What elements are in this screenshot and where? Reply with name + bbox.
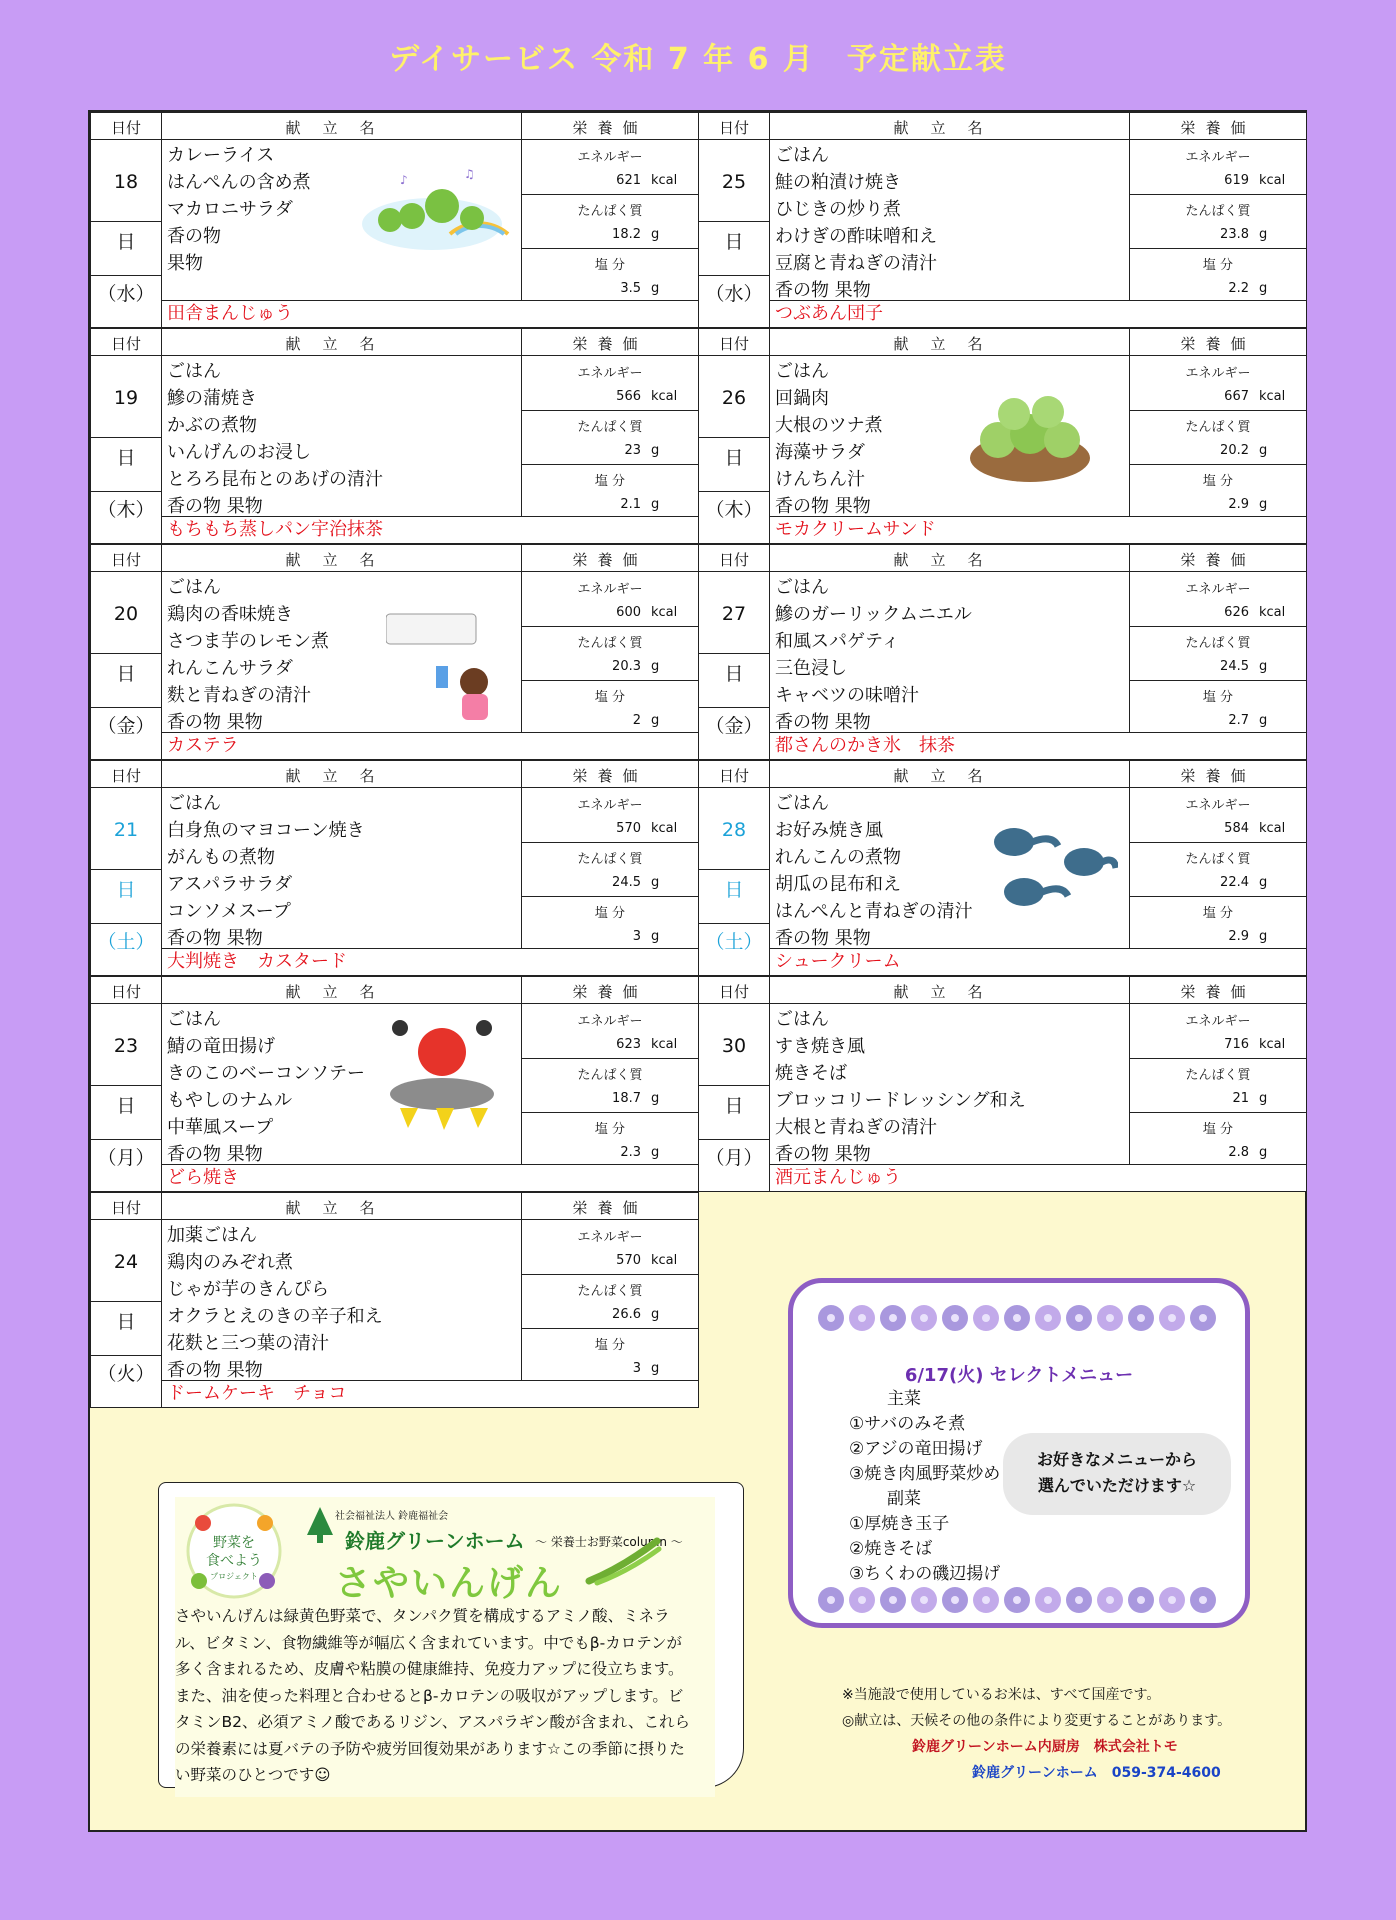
dessert: シュークリーム	[769, 948, 1306, 975]
day-weekday: （水）	[705, 283, 763, 305]
select-menu-line: ③焼き肉風野菜炒め	[849, 1464, 1001, 1484]
header-day: 日付	[718, 119, 749, 137]
block-header	[91, 545, 698, 572]
menu-item: キャベツの味噌汁	[775, 685, 919, 706]
header-nutrition: 栄養価	[572, 119, 648, 137]
day-date: 23	[113, 1035, 139, 1057]
menu-item: すき焼き風	[775, 1036, 865, 1057]
day-date: 24	[113, 1251, 139, 1273]
vegetable-column-card	[158, 1482, 744, 1788]
menu-item: 花麩と三つ葉の清汁	[167, 1333, 329, 1354]
select-menu-box	[788, 1278, 1250, 1628]
green-bean-icon	[583, 1537, 663, 1587]
menu-item: ごはん	[167, 361, 221, 382]
menu-item: もやしのナムル	[167, 1090, 293, 1111]
day-date: 19	[113, 387, 139, 409]
menu-item: 大根のツナ煮	[775, 415, 883, 436]
day-weekday: （木）	[705, 499, 763, 521]
menu-item: ごはん	[167, 577, 221, 598]
menu-item: 麩と青ねぎの清汁	[167, 685, 311, 706]
menu-item: お好み焼き風	[775, 820, 883, 841]
menu-list	[775, 142, 1125, 304]
menu-item: 香の物 果物	[167, 1144, 263, 1165]
block-header	[91, 1193, 698, 1220]
header-nutrition: 栄養価	[1180, 335, 1256, 353]
day-weekday: （土）	[705, 931, 763, 953]
menu-item: 回鍋肉	[775, 388, 829, 409]
home-name: 鈴鹿グリーンホーム	[345, 1529, 525, 1553]
header-menu: 献立名	[285, 551, 397, 569]
menu-item: れんこんの煮物	[775, 847, 901, 868]
vegetable-project-logo	[179, 1501, 289, 1601]
plums-illustration	[968, 390, 1093, 485]
menu-list	[167, 358, 517, 520]
day-label: 日	[116, 879, 136, 901]
menu-item: きのこのベーコンソテー	[167, 1063, 365, 1084]
header-nutrition: 栄養価	[572, 1199, 648, 1217]
header-menu: 献立名	[285, 983, 397, 1001]
day-date: 25	[721, 171, 747, 193]
dessert: つぶあん団子	[769, 300, 1306, 327]
menu-item: ごはん	[775, 1009, 829, 1030]
contact-tel: 鈴鹿グリーンホーム 059-374-4600	[972, 1765, 1221, 1781]
day-block: 日付 献立名 栄養価 28 日 （土） ごはん お好み焼き風 れんこんの煮物 胡瓜の昆布和え はんぺんと青ねぎの清汁 香の物 果物 エネルギー 584 kcal たんぱく質 22.4 g 塩 分 2.9 g シュークリーム	[698, 760, 1307, 976]
menu-item: がんもの煮物	[167, 847, 275, 868]
menu-item: 鯖の竜田揚げ	[167, 1036, 275, 1057]
menu-item: 中華風スープ	[167, 1117, 274, 1138]
select-menu-line: 副菜	[887, 1489, 921, 1509]
day-weekday: （月）	[97, 1147, 155, 1169]
menu-item: いんげんのお浸し	[167, 442, 311, 463]
dessert: どら焼き	[161, 1164, 698, 1191]
menu-item: さつま芋のレモン煮	[167, 631, 329, 652]
menu-item: 香の物 果物	[167, 928, 263, 949]
menu-item: 三色浸し	[775, 658, 847, 679]
menu-item: 海藻サラダ	[775, 442, 865, 463]
day-weekday: （金）	[97, 715, 155, 737]
day-weekday: （水）	[97, 283, 155, 305]
day-block: 日付 献立名 栄養価 18 日 （水） カレーライス はんぺんの含め煮 マカロニサラダ 香の物 果物 エネルギー 621 kcal たんぱく質 18.2 g 塩 分 3.5 g 田舎まんじゅう	[90, 112, 699, 328]
header-day: 日付	[718, 767, 749, 785]
day-block: 日付 献立名 栄養価 30 日 （月） ごはん すき焼き風 焼きそば ブロッコリードレッシング和え 大根と青ねぎの清汁 香の物 果物 エネルギー 716 kcal たんぱく質 21 g 塩 分 2.8 g 酒元まんじゅう	[698, 976, 1307, 1192]
dessert: もちもち蒸しパン宇治抹茶	[161, 516, 698, 543]
menu-item: カレーライス	[167, 145, 275, 166]
day-date: 18	[113, 171, 139, 193]
day-block: 日付 献立名 栄養価 26 日 （木） ごはん 回鍋肉 大根のツナ煮 海藻サラダ けんちん汁 香の物 果物 エネルギー 667 kcal たんぱく質 20.2 g 塩 分 2.9 g モカクリームサンド	[698, 328, 1307, 544]
bubble-line-1: お好きなメニューから	[1036, 1450, 1197, 1469]
block-header	[699, 329, 1306, 356]
menu-list	[775, 574, 1125, 736]
menu-item: 香の物 果物	[775, 496, 871, 517]
dessert: 酒元まんじゅう	[769, 1164, 1306, 1191]
speech-bubble	[1003, 1433, 1231, 1515]
menu-item: れんこんサラダ	[167, 658, 293, 679]
header-day: 日付	[110, 767, 141, 785]
day-block: 日付 献立名 栄養価 20 日 （金） ごはん 鶏肉の香味焼き さつま芋のレモン煮 れんこんサラダ 麩と青ねぎの清汁 香の物 果物 エネルギー 600 kcal たんぱく質 20.3 g 塩 分 2 g カステラ	[90, 544, 699, 760]
day-label: 日	[724, 231, 744, 253]
day-label: 日	[724, 1095, 744, 1117]
frogs-rainbow-illustration	[360, 162, 510, 252]
menu-item: ごはん	[167, 1009, 221, 1030]
day-date: 27	[721, 603, 747, 625]
footer-notes	[842, 1682, 1231, 1786]
day-block: 日付 献立名 栄養価 23 日 （月） ごはん 鯖の竜田揚げ きのこのベーコンソテー もやしのナムル 中華風スープ 香の物 果物 エネルギー 623 kcal たんぱく質 18.7 g 塩 分 2.3 g どら焼き	[90, 976, 699, 1192]
menu-list	[775, 1006, 1125, 1168]
header-menu: 献立名	[893, 335, 1005, 353]
header-menu: 献立名	[893, 767, 1005, 785]
header-menu: 献立名	[893, 119, 1005, 137]
header-nutrition: 栄養価	[1180, 767, 1256, 785]
menu-item: 果物	[167, 253, 203, 274]
header-day: 日付	[110, 983, 141, 1001]
menu-item: 香の物 果物	[167, 1360, 263, 1381]
dessert: カステラ	[161, 732, 698, 759]
header-day: 日付	[110, 335, 141, 353]
day-label: 日	[116, 663, 136, 685]
day-label: 日	[116, 1095, 136, 1117]
menu-item: ごはん	[775, 793, 829, 814]
select-menu-list	[849, 1387, 1000, 1587]
header-nutrition: 栄養価	[572, 551, 648, 569]
dessert: 都さんのかき氷 抹茶	[769, 732, 1306, 759]
logo-text-2: 食べよう	[206, 1553, 262, 1569]
menu-item: 香の物 果物	[775, 1144, 871, 1165]
menu-item: マカロニサラダ	[167, 199, 293, 220]
menu-item: 香の物 果物	[775, 928, 871, 949]
day-label: 日	[116, 231, 136, 253]
day-date: 21	[113, 819, 139, 841]
header-menu: 献立名	[893, 551, 1005, 569]
day-block: 日付 献立名 栄養価 21 日 （土） ごはん 白身魚のマヨコーン焼き がんもの煮物 アスパラサラダ コンソメスープ 香の物 果物 エネルギー 570 kcal たんぱく質 24.5 g 塩 分 3 g 大判焼き カスタード	[90, 760, 699, 976]
select-menu-line: 主菜	[887, 1389, 921, 1409]
header-menu: 献立名	[893, 983, 1005, 1001]
header-nutrition: 栄養価	[572, 335, 648, 353]
menu-item: 大根と青ねぎの清汁	[775, 1117, 937, 1138]
menu-item: 鶏肉のみぞれ煮	[167, 1252, 293, 1273]
day-date: 28	[721, 819, 747, 841]
menu-item: ひじきの炒り煮	[775, 199, 901, 220]
dessert: モカクリームサンド	[769, 516, 1306, 543]
dessert: 田舎まんじゅう	[161, 300, 698, 327]
header-day: 日付	[110, 551, 141, 569]
menu-item: アスパラサラダ	[167, 874, 293, 895]
menu-item: 香の物 果物	[167, 496, 263, 517]
header-menu: 献立名	[285, 1199, 397, 1217]
menu-list	[167, 1222, 517, 1384]
hydrangea-border-bottom	[815, 1583, 1225, 1617]
menu-item: 鮭の粕漬け焼き	[775, 172, 901, 193]
menu-item: けんちん汁	[775, 469, 865, 490]
logo-text-1: 野菜を	[213, 1535, 255, 1551]
header-menu: 献立名	[285, 767, 397, 785]
menu-item: わけぎの酢味噌和え	[775, 226, 937, 247]
menu-item: 焼きそば	[775, 1063, 847, 1084]
header-nutrition: 栄養価	[572, 767, 648, 785]
org-name: 社会福祉法人 鈴鹿福祉会	[335, 1511, 449, 1522]
menu-item: 鶏肉の香味焼き	[167, 604, 293, 625]
menu-item: 鰺のガーリックムニエル	[775, 604, 972, 625]
day-label: 日	[724, 879, 744, 901]
bubble-line-2: 選んでいただけます☆	[1037, 1476, 1197, 1495]
day-block: 日付 献立名 栄養価 27 日 （金） ごはん 鰺のガーリックムニエル 和風スパゲティ 三色浸し キャベツの味噌汁 香の物 果物 エネルギー 626 kcal たんぱく質 24.5 g 塩 分 2.7 g 都さんのかき氷 抹茶	[698, 544, 1307, 760]
header-nutrition: 栄養価	[1180, 983, 1256, 1001]
menu-list	[167, 790, 517, 952]
day-label: 日	[116, 447, 136, 469]
air-conditioner-illustration	[386, 610, 506, 720]
menu-item: 香の物 果物	[775, 280, 871, 301]
dessert: ドームケーキ チョコ	[161, 1380, 698, 1407]
header-day: 日付	[718, 335, 749, 353]
day-weekday: （金）	[705, 715, 763, 737]
menu-item: オクラとえのきの辛子和え	[167, 1306, 383, 1327]
select-menu-line: ①サバのみそ煮	[849, 1414, 966, 1434]
select-menu-line: ①厚焼き玉子	[849, 1514, 950, 1534]
header-menu: 献立名	[285, 119, 397, 137]
menu-item: ごはん	[775, 145, 829, 166]
block-header	[699, 761, 1306, 788]
day-label: 日	[116, 1311, 136, 1333]
dessert: 大判焼き カスタード	[161, 948, 698, 975]
svg-text:♪: ♪	[400, 173, 408, 187]
day-block: 日付 献立名 栄養価 19 日 （木） ごはん 鰺の蒲焼き かぶの煮物 いんげんのお浸し とろろ昆布とのあげの清汁 香の物 果物 エネルギー 566 kcal たんぱく質 23 g 塩 分 2.1 g もちもち蒸しパン宇治抹茶	[90, 328, 699, 544]
day-block: 日付 献立名 栄養価 24 日 （火） 加薬ごはん 鶏肉のみぞれ煮 じゃが芋のきんぴら オクラとえのきの辛子和え 花麩と三つ葉の清汁 香の物 果物 エネルギー 570 kcal たんぱく質 26.6 g 塩 分 3 g ドームケーキ チョコ	[90, 1192, 699, 1408]
tree-logo-icon	[305, 1505, 335, 1545]
day-weekday: （土）	[97, 931, 155, 953]
header-day: 日付	[110, 1199, 141, 1217]
day-label: 日	[724, 663, 744, 685]
block-header	[699, 545, 1306, 572]
select-menu-line: ③ちくわの磯辺揚げ	[849, 1564, 1001, 1584]
day-label: 日	[724, 447, 744, 469]
menu-item: かぶの煮物	[167, 415, 257, 436]
hydrangea-border-top	[815, 1301, 1225, 1335]
block-header	[699, 977, 1306, 1004]
day-date: 30	[721, 1035, 747, 1057]
menu-item: じゃが芋のきんぴら	[167, 1279, 329, 1300]
block-header	[699, 113, 1306, 140]
tadpoles-illustration	[988, 820, 1118, 915]
block-header	[91, 977, 698, 1004]
menu-item: ごはん	[167, 793, 221, 814]
select-menu-title: 6/17(火) セレクトメニュー	[904, 1365, 1134, 1386]
logo-text-3: プロジェクト	[210, 1572, 258, 1581]
menu-item: 胡瓜の昆布和え	[775, 874, 901, 895]
header-nutrition: 栄養価	[572, 983, 648, 1001]
column-subtitle: ～ 栄養士お野菜column ～	[535, 1535, 683, 1549]
day-date: 26	[721, 387, 747, 409]
menu-item: ごはん	[775, 361, 829, 382]
menu-item: 香の物 果物	[775, 712, 871, 733]
day-weekday: （木）	[97, 499, 155, 521]
vegetable-description: さやいんげんは緑黄色野菜で、タンパク質を構成するアミノ酸、ミネラル、ビタミン、食物繊維等が幅広く含まれています。中でもβ-カロテンが多く含まれるため、皮膚や粘膜の健康維持、免疫力アップに役立ちます。また、油を使った料理と合わせるとβ-カロテンの吸収がアップします。ビタミンB2、必須アミノ酸であるリジン、アスパラギン酸が含まれ、これらの栄養素には夏バテの予防や疲労回復効果があります☆この季節に摂りたい野菜のひとつです☺	[175, 1607, 691, 1784]
day-weekday: （月）	[705, 1147, 763, 1169]
menu-item: 豆腐と青ねぎの清汁	[775, 253, 937, 274]
header-day: 日付	[718, 983, 749, 1001]
thunder-oni-illustration	[380, 1004, 500, 1134]
menu-item: 和風スパゲティ	[775, 631, 900, 652]
header-nutrition: 栄養価	[1180, 551, 1256, 569]
header-menu: 献立名	[285, 335, 397, 353]
header-day: 日付	[110, 119, 141, 137]
menu-item: はんぺんの含め煮	[167, 172, 311, 193]
menu-item: 香の物	[167, 226, 221, 247]
day-date: 20	[113, 603, 139, 625]
header-day: 日付	[718, 551, 749, 569]
menu-item: とろろ昆布とのあげの清汁	[167, 469, 383, 490]
day-weekday: （火）	[97, 1363, 155, 1385]
page-title: デイサービス 令和 7 年 6 月 予定献立表	[389, 42, 1007, 77]
header-nutrition: 栄養価	[1180, 119, 1256, 137]
vegetable-name: さやいんげん	[335, 1563, 564, 1604]
menu-item: ブロッコリードレッシング和え	[775, 1090, 1026, 1111]
block-header	[91, 761, 698, 788]
menu-item: 香の物 果物	[167, 712, 263, 733]
vegetable-column	[175, 1497, 715, 1797]
change-note: ◎献立は、天候その他の条件により変更することがあります。	[842, 1713, 1232, 1729]
block-header	[91, 329, 698, 356]
day-block: 日付 献立名 栄養価 25 日 （水） ごはん 鮭の粕漬け焼き ひじきの炒り煮 わけぎの酢味噌和え 豆腐と青ねぎの清汁 香の物 果物 エネルギー 619 kcal たんぱく質 23.8 g 塩 分 2.2 g つぶあん団子	[698, 112, 1307, 328]
menu-item: はんぺんと青ねぎの清汁	[775, 901, 973, 922]
block-header	[91, 113, 698, 140]
menu-item: 鰺の蒲焼き	[167, 388, 257, 409]
rice-note: ※当施設で使用しているお米は、すべて国産です。	[842, 1687, 1161, 1703]
kitchen-name: 鈴鹿グリーンホーム内厨房 株式会社トモ	[912, 1739, 1178, 1755]
menu-item: ごはん	[775, 577, 829, 598]
select-menu-line: ②アジの竜田揚げ	[849, 1439, 983, 1459]
menu-item: 加薬ごはん	[167, 1225, 257, 1246]
menu-item: コンソメスープ	[167, 901, 291, 922]
menu-item: 白身魚のマヨコーン焼き	[167, 820, 365, 841]
select-menu-line: ②焼きそば	[849, 1539, 933, 1559]
svg-text:♫: ♫	[464, 167, 475, 181]
